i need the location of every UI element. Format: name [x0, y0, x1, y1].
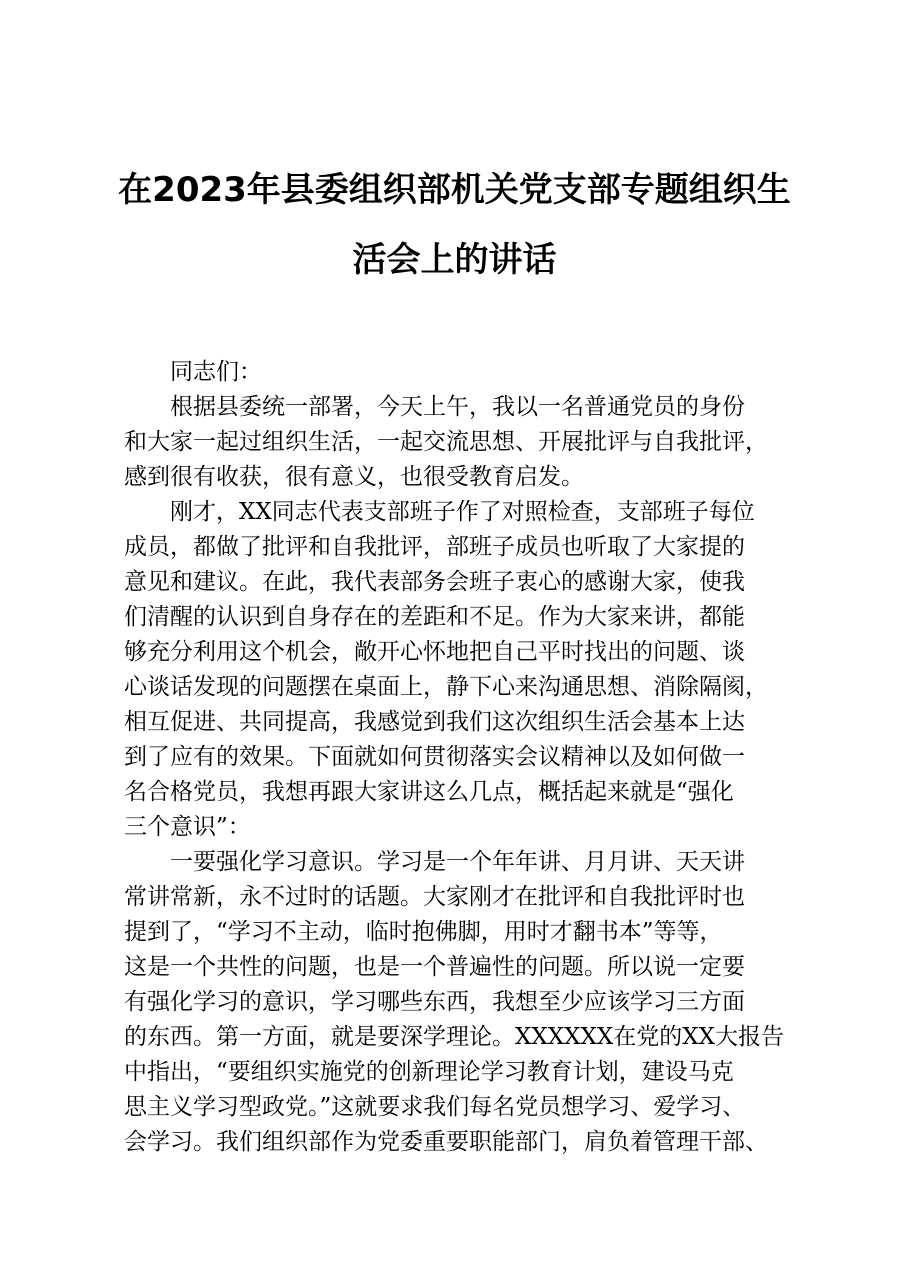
body-line: 会学习。我们组织部作为党委重要职能部门，肩负着管理干部、	[124, 1129, 768, 1155]
body-line: 三个意识”：	[124, 814, 251, 840]
body-line: 思主义学习型政党。”这就要求我们每名党员想学习、爱学习、	[124, 1094, 746, 1120]
document-title-line-2: 活会上的讲话	[352, 240, 557, 280]
body-line: 名合格党员，我想再跟大家讲这么几点，概括起来就是“强化	[124, 779, 734, 805]
body-line: 够充分利用这个机会，敞开心怀地把自己平时找出的问题、谈	[124, 639, 745, 665]
body-line: 的东西。第一方面，就是要深学理论。XXXXXX在党的XX大报告	[124, 1024, 784, 1050]
body-line: 意见和建议。在此，我代表部务会班子衷心的感谢大家，使我	[124, 569, 745, 595]
body-line: 到了应有的效果。下面就如何贯彻落实会议精神以及如何做一	[124, 744, 745, 770]
body-line: 们清醒的认识到自身存在的差距和不足。作为大家来讲，都能	[124, 604, 745, 630]
body-line: 同志们：	[170, 359, 262, 385]
body-line: 感到很有收获，很有意义，也很受教育启发。	[124, 464, 584, 490]
body-line: 相互促进、共同提高，我感觉到我们这次组织生活会基本上达	[124, 709, 745, 735]
document-title-line-1: 在2023年县委组织部机关党支部专题组织生	[118, 170, 791, 210]
body-line: 这是一个共性的问题，也是一个普遍性的问题。所以说一定要	[124, 954, 745, 980]
body-line: 提到了，“学习不主动，临时抱佛脚，用时才翻书本”等等，	[124, 919, 723, 945]
body-line: 和大家一起过组织生活，一起交流思想、开展批评与自我批评，	[124, 429, 768, 455]
body-line: 心谈话发现的问题摆在桌面上，静下心来沟通思想、消除隔阂，	[124, 674, 768, 700]
body-line: 成员，都做了批评和自我批评，部班子成员也听取了大家提的	[124, 534, 745, 560]
body-line: 刚才，XX同志代表支部班子作了对照检查，支部班子每位	[170, 499, 755, 525]
body-line: 根据县委统一部署，今天上午，我以一名普通党员的身份	[170, 394, 745, 420]
document-body	[124, 355, 814, 1160]
body-line: 中指出，“要组织实施党的创新理论学习教育计划，建设马克	[124, 1059, 734, 1085]
body-line: 有强化学习的意识，学习哪些东西，我想至少应该学习三方面	[124, 989, 745, 1015]
body-line: 常讲常新，永不过时的话题。大家刚才在批评和自我批评时也	[124, 884, 745, 910]
body-line: 一要强化学习意识。学习是一个年年讲、月月讲、天天讲	[170, 849, 745, 875]
